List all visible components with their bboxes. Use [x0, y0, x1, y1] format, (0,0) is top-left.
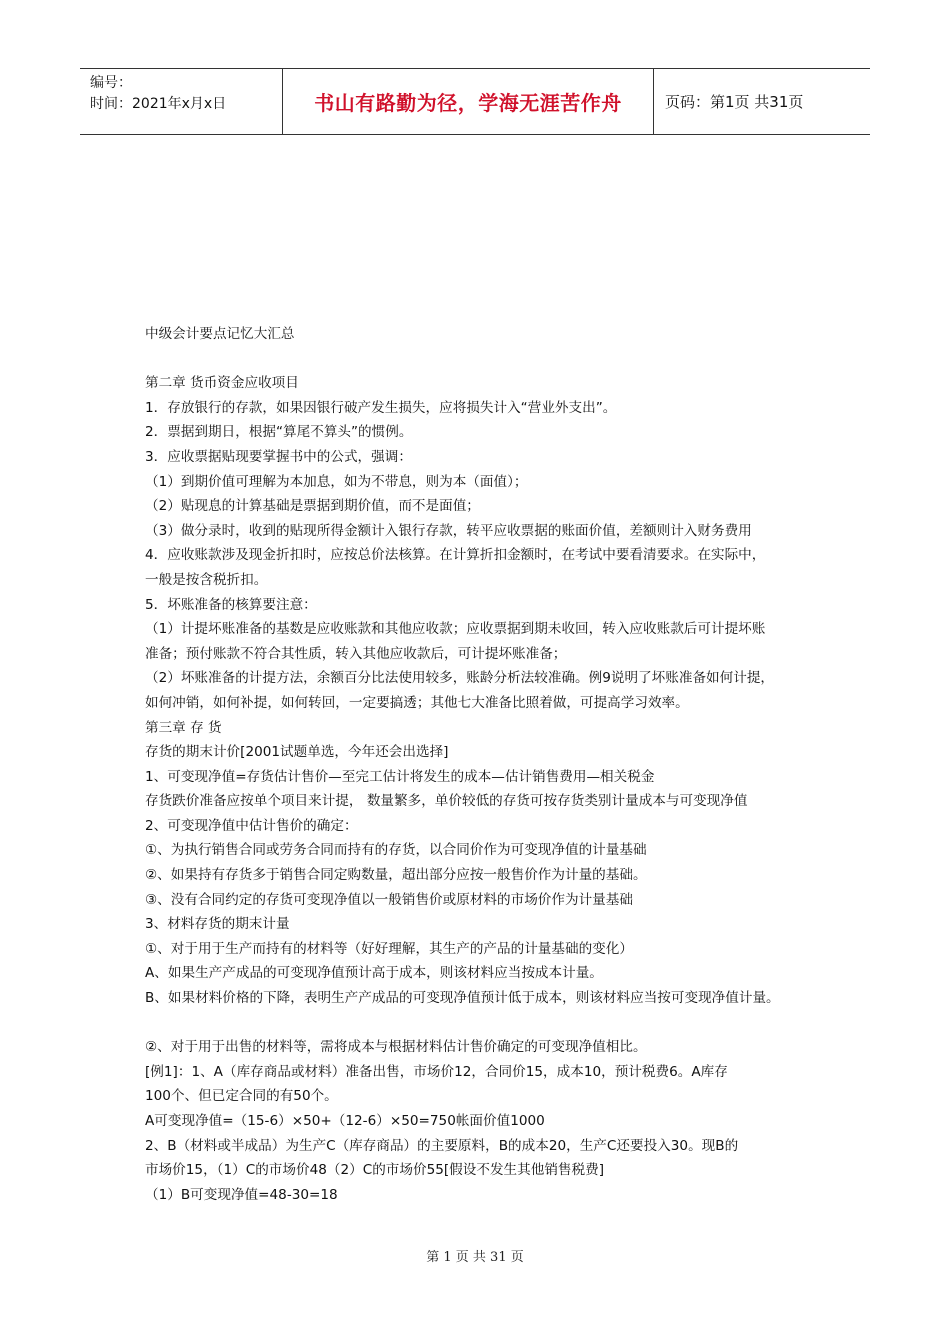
- text-line: 如何冲销，如何补提，如何转回，一定要搞透；其他七大准备比照着做，可提高学习效率。: [145, 694, 689, 711]
- text-line: 一般是按含税折扣。: [145, 571, 268, 588]
- text-line: 存货的期末计价[2001试题单选，今年还会出选择]: [145, 744, 449, 761]
- text-line: A、如果生产产成品的可变现净值预计高于成本，则该材料应当按成本计量。: [145, 965, 603, 982]
- text-line: （1）计提坏账准备的基数是应收账款和其他应收款；应收票据到期未收回，转入应收账款后可计提坏账: [145, 621, 766, 638]
- text-line: ②、如果持有存货多于销售合同定购数量，超出部分应按一般售价作为计量的基础。: [145, 867, 647, 884]
- text-line: 2、可变现净值中估计售价的确定：: [145, 817, 358, 834]
- text-line: 准备；预付账款不符合其性质，转入其他应收款后，可计提坏账准备；: [145, 645, 567, 662]
- text-line: 市场价15，（1）C的市场价48（2）C的市场价55[假设不发生其他销售税费]: [145, 1162, 605, 1179]
- text-line: A可变现净值=（15-6）×50+（12-6）×50=750帐面价值1000: [145, 1113, 545, 1129]
- motto-text: 书山有路勤为径，学海无涯苦作舟: [314, 91, 622, 115]
- page-footer: 第 1 页 共 31 页: [426, 1250, 524, 1265]
- text-line: [例1]：1、A（库存商品或材料）准备出售，市场价12，合同价15，成本10，预计税费6。A库存: [145, 1063, 728, 1080]
- time-label: 时间：2021年x月x日: [90, 96, 227, 112]
- text-line: 100个、但已定合同的有50个。: [145, 1088, 338, 1105]
- text-line: 1、可变现净值=存货估计售价—至完工估计将发生的成本—估计销售费用—相关税金: [145, 768, 655, 785]
- text-line: ①、为执行销售合同或劳务合同而持有的存货，以合同价作为可变现净值的计量基础: [145, 842, 647, 859]
- text-line: ①、对于用于生产而持有的材料等（好好理解，其生产的产品的计量基础的变化）: [145, 940, 633, 957]
- header-page-cell: [654, 69, 870, 134]
- header-motto-cell: [282, 69, 654, 134]
- text-line: （1）到期价值可理解为本加息，如为不带息，则为本（面值）；: [145, 473, 528, 490]
- number-label: 编号：: [90, 75, 132, 91]
- text-line: ②、对于用于出售的材料等，需将成本与根据材料估计售价确定的可变现净值相比。: [145, 1039, 647, 1056]
- text-line: 4．应收账款涉及现金折扣时，应按总价法核算。在计算折扣金额时，在考试中要看清要求。在实际中，: [145, 547, 766, 564]
- text-line: 2、B（材料或半成品）为生产C（库存商品）的主要原料，B的成本20，生产C还要投入30。现B的: [145, 1137, 739, 1154]
- text-line: 第二章 货币资金应收项目: [145, 375, 299, 392]
- document-body: [145, 322, 825, 1207]
- text-line: （2）贴现息的计算基础是票据到期价值，而不是面值；: [145, 498, 480, 515]
- text-line: 2．票据到期日，根据“算尾不算头”的惯例。: [145, 424, 413, 441]
- text-line: 存货跌价准备应按单个项目来计提， 数量繁多，单价较低的存货可按存货类别计量成本与可变现净值: [145, 793, 748, 810]
- text-line: 3．应收票据贴现要掌握书中的公式，强调：: [145, 448, 412, 465]
- text-line: 5．坏账准备的核算要注意：: [145, 596, 317, 613]
- text-line: （1）B可变现净值=48-30=18: [145, 1186, 338, 1203]
- text-line: B、如果材料价格的下降，表明生产产成品的可变现净值预计低于成本，则该材料应当按可变现净值计量。: [145, 990, 780, 1007]
- text-line: （3）做分录时，收到的贴现所得金额计入银行存款，转平应收票据的账面价值，差额则计入财务费用: [145, 522, 752, 539]
- text-line: （2）坏账准备的计提方法，余额百分比法使用较多，账龄分析法较准确。例9说明了坏账准备如何计提，: [145, 670, 775, 687]
- document-title: 中级会计要点记忆大汇总: [145, 326, 295, 342]
- text-line: 1．存放银行的存款，如果因银行破产发生损失，应将损失计入“营业外支出”。: [145, 399, 617, 416]
- text-line: 第三章 存 货: [145, 719, 222, 736]
- document-lines: [145, 371, 825, 1207]
- spacer: [145, 347, 825, 372]
- text-line: ③、没有合同约定的存货可变现净值以一般销售价或原材料的市场价作为计量基础: [145, 891, 633, 908]
- document-header: [80, 68, 870, 135]
- page-label: 页码：第1页 共31页: [665, 93, 804, 111]
- text-line: [145, 1011, 825, 1036]
- text-line: 3、材料存货的期末计量: [145, 916, 290, 933]
- header-meta: [80, 69, 282, 134]
